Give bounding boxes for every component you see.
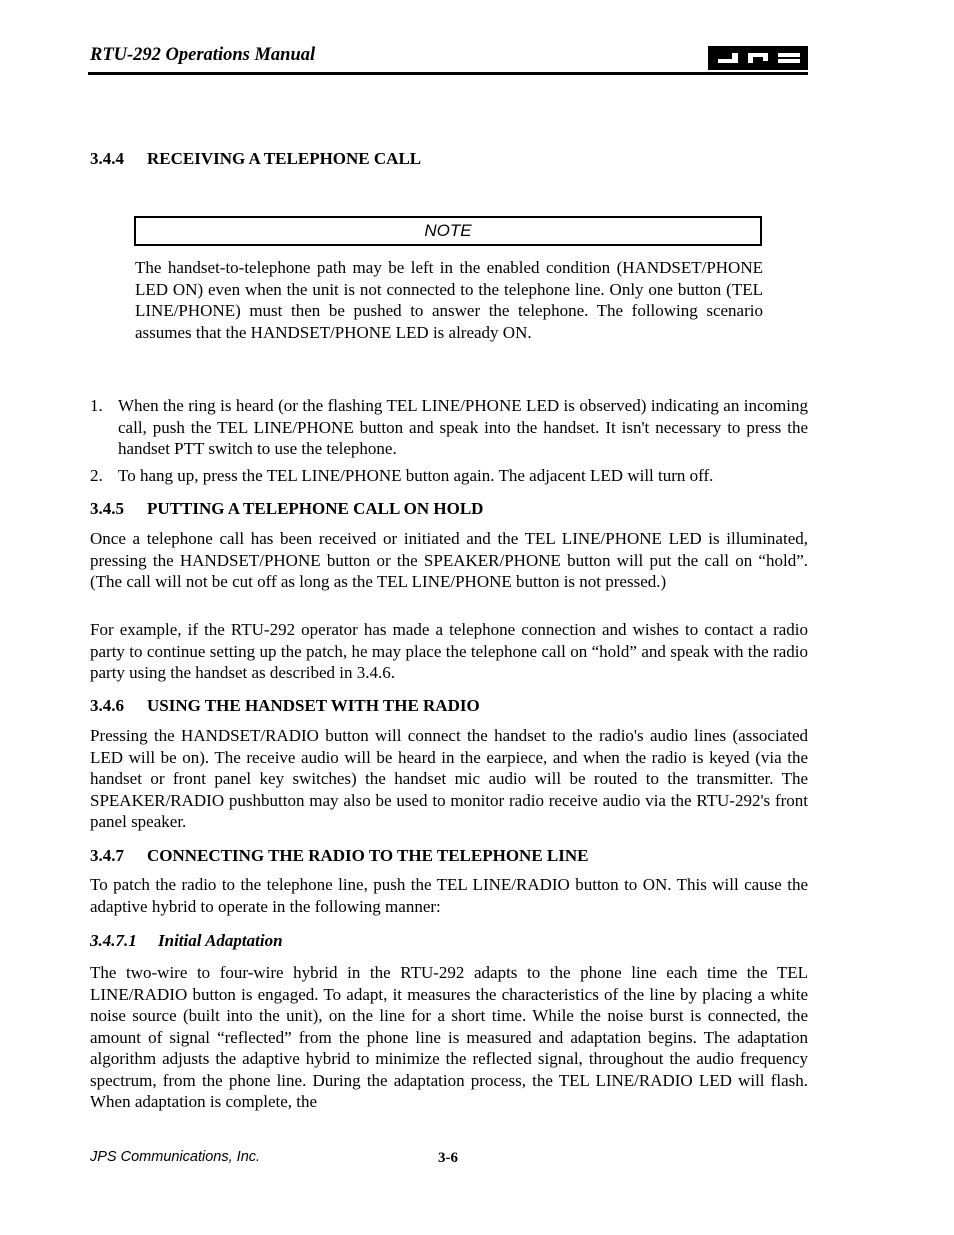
note-label: NOTE: [424, 221, 472, 240]
section-title: CONNECTING THE RADIO TO THE TELEPHONE LINE: [147, 846, 589, 865]
list-text: When the ring is heard (or the flashing TEL LINE/PHONE LED is observed) indicating an incoming call, push the TEL LINE/PHONE button and speak into the handset. It isn't necessary to press the handset PTT switch to use the telephone.: [118, 396, 808, 458]
section-heading-3-4-6: [90, 696, 480, 716]
paragraph: To patch the radio to the telephone line, push the TEL LINE/RADIO button to ON. This will cause the adaptive hybrid to operate in the following manner:: [90, 875, 808, 916]
section-number: 3.4.7: [90, 846, 124, 865]
section-title: USING THE HANDSET WITH THE RADIO: [147, 696, 480, 715]
section-title: RECEIVING A TELEPHONE CALL: [147, 149, 422, 168]
header-rule: [88, 72, 808, 75]
section-heading-3-4-5: [90, 499, 483, 519]
note-box: [134, 216, 762, 246]
footer-company: JPS Communications, Inc.: [90, 1149, 261, 1165]
paragraph: The two-wire to four-wire hybrid in the RTU-292 adapts to the phone line each time the TEL LINE/RADIO button is engaged. To adapt, it measures the characteristics of the line by placing a white noise source (built into the unit), on the line for a short time. While the noise burst is connected, the amount of signal “reflected” from the phone line is measured and adaptation begins. The adaptation algorithm adjusts the adaptive hybrid to minimize the reflected signal, throughout the audio frequency spectrum, from the phone line. During the adaptation process, the TEL LINE/RADIO LED will flash. When adaptation is complete, the: [90, 963, 808, 1111]
list-number: 2.: [90, 466, 103, 485]
page-header: [90, 44, 808, 74]
list-number: 1.: [90, 396, 103, 415]
paragraph: Pressing the HANDSET/RADIO button will connect the handset to the radio's audio lines (associated LED will be on). The receive audio will be heard in the earpiece, and when the radio is keyed (via the handset or front panel key switches) the handset mic audio will be routed to the transmitter. The SPEAKER/RADIO pushbutton may also be used to monitor radio receive audio via the RTU-292's front panel speaker.: [90, 726, 808, 831]
paragraph: Once a telephone call has been received or initiated and the TEL LINE/PHONE LED is illuminated, pressing the HANDSET/PHONE button or the SPEAKER/PHONE button will put the call on “hold”. (The call will not be cut off as long as the TEL LINE/PHONE button is not pressed.): [90, 529, 808, 591]
section-title: PUTTING A TELEPHONE CALL ON HOLD: [147, 499, 484, 518]
section-heading-3-4-7: [90, 846, 589, 866]
section-heading-3-4-4: [90, 149, 421, 169]
section-number: 3.4.4: [90, 149, 124, 168]
subsection-heading-3-4-7-1: [90, 931, 283, 951]
page-number: 3-6: [438, 1150, 458, 1166]
list-item: [90, 465, 808, 487]
list-item: [90, 395, 808, 460]
paragraph: For example, if the RTU-292 operator has made a telephone connection and wishes to contact a radio party to continue setting up the patch, he may place the telephone call on “hold” and speak with the radio party using the handset as described in 3.4.6.: [90, 620, 808, 682]
note-text: The handset-to-telephone path may be left in the enabled condition (HANDSET/PHONE LED ON) even when the unit is not connected to the telephone line. Only one button (TEL LINE/PHONE) must then be pushed to answer the telephone. The following scenario assumes that the HANDSET/PHONE LED is already ON.: [135, 258, 763, 342]
subsection-title: Initial Adaptation: [158, 931, 283, 950]
list-text: To hang up, press the TEL LINE/PHONE button again. The adjacent LED will turn off.: [118, 466, 714, 485]
section-number: 3.4.6: [90, 696, 124, 715]
section-number: 3.4.5: [90, 499, 124, 518]
jps-logo: [708, 46, 808, 70]
subsection-number: 3.4.7.1: [90, 931, 137, 950]
manual-title: RTU-292 Operations Manual: [90, 45, 316, 65]
